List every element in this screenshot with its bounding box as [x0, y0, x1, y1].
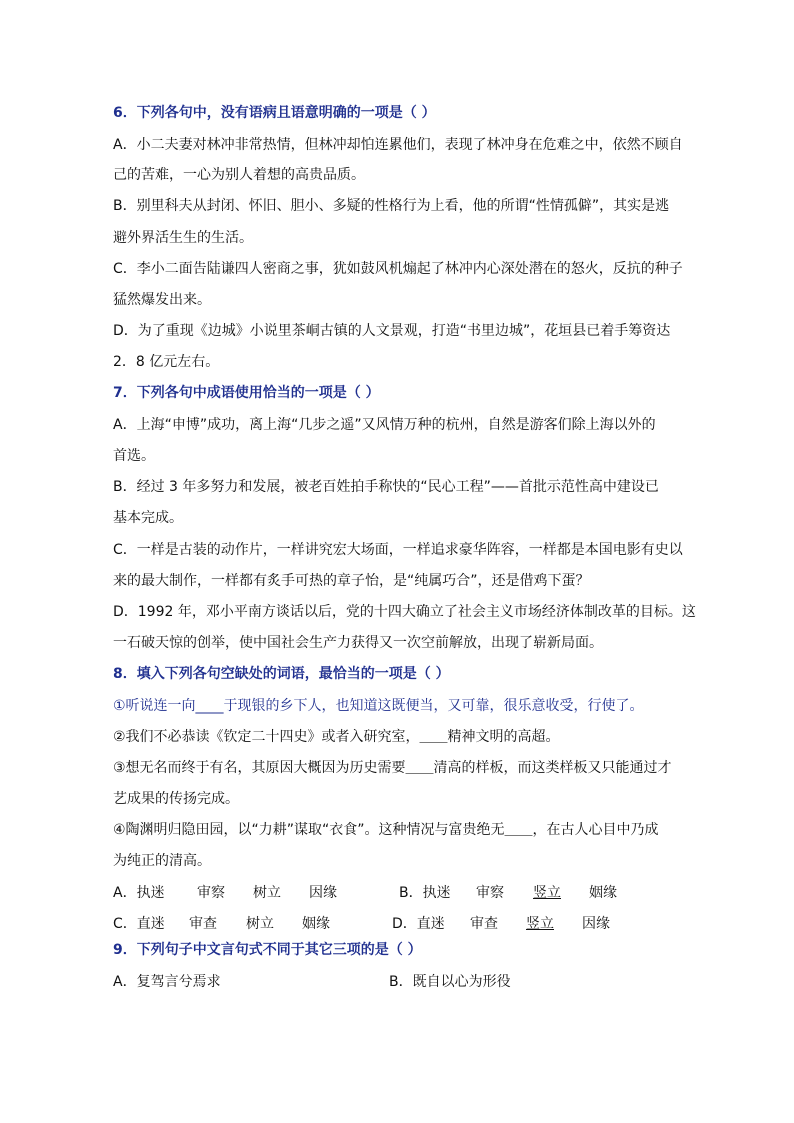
- q7-option-d-line1: D．1992 年，邓小平南方谈话以后，党的十四大确立了社会主义市场经济体制改革的目标。这: [113, 604, 696, 620]
- q8-sentence-4-line1: ④陶渊明归隐田园，以“力耕”谋取“衣食”。这种情况与富贵绝无＿＿，在古人心目中乃成: [113, 822, 659, 838]
- q8-choice-b-word4: 姻缘: [589, 885, 617, 901]
- q6-option-b-line1: B．别里科夫从封闭、怀旧、胆小、多疑的性格行为上看，他的所谓“性情孤僻”，其实是逃: [113, 198, 670, 214]
- q8-choice-a-word4: 因缘: [309, 885, 337, 901]
- q8-choice-b-word2: 审察: [476, 885, 504, 901]
- q8-choice-a-word2: 审察: [197, 885, 225, 901]
- q8-choice-c-word4: 姻缘: [302, 916, 330, 932]
- q7-option-a-line1: A．上海“申博”成功，离上海“几步之遥”又风情万种的杭州，自然是游客们除上海以外的: [113, 417, 656, 433]
- q8-choice-d-word3: 竖立: [526, 916, 554, 932]
- q8-choice-d-word4: 因缘: [582, 916, 610, 932]
- q8-sentence-1: ①听说连一向____于现银的乡下人，也知道这既便当，又可靠，很乐意收受，行使了。: [113, 698, 644, 714]
- q8-sentence-4-line2: 为纯正的清高。: [113, 853, 211, 869]
- question-6-title: 6．下列各句中，没有语病且语意明确的一项是（ ）: [113, 105, 436, 121]
- question-9-title: 9．下列句子中文言句式不同于其它三项的是（ ）: [113, 942, 422, 958]
- q8-choice-b-word3: 竖立: [533, 885, 561, 901]
- q8-choice-c-label: C．直迷: [113, 916, 165, 932]
- q9-option-b: B．既自以心为形役: [389, 974, 511, 990]
- question-8-title: 8．填入下列各句空缺处的词语，最恰当的一项是（ ）: [113, 666, 450, 682]
- q6-option-a-line2: 己的苦难，一心为别人着想的高贵品质。: [113, 167, 365, 183]
- q6-option-d-line1: D．为了重现《边城》小说里茶峒古镇的人文景观，打造“书里边城”，花垣县已着手筹资达: [113, 323, 671, 339]
- q8-choice-a-label: A．执迷: [113, 885, 165, 901]
- q7-option-b-line2: 基本完成。: [113, 510, 183, 526]
- q7-option-b-line1: B．经过 3 年多努力和发展，被老百姓拍手称快的“民心工程”——首批示范性高中建设已: [113, 479, 659, 495]
- q8-choice-b-label: B．执迷: [399, 885, 451, 901]
- q8-choice-c-word3: 树立: [246, 916, 274, 932]
- question-7-title: 7．下列各句中成语使用恰当的一项是（ ）: [113, 385, 380, 401]
- q6-option-b-line2: 避外界活生生的生活。: [113, 230, 253, 246]
- q9-option-a: A．复驾言兮焉求: [113, 974, 221, 990]
- q6-option-d-line2: 2．8 亿元左右。: [113, 354, 220, 370]
- q8-choice-c-word2: 审查: [189, 916, 217, 932]
- q8-sentence-2: ②我们不必恭读《钦定二十四史》或者入研究室，＿＿精神文明的高超。: [113, 729, 560, 745]
- q7-option-c-line1: C．一样是古装的动作片，一样讲究宏大场面，一样追求豪华阵容，一样都是本国电影有史以: [113, 542, 683, 558]
- q7-option-c-line2: 来的最大制作，一样都有炙手可热的章子怡，是“纯属巧合”，还是借鸡下蛋？: [113, 573, 590, 589]
- q6-option-c-line2: 猛然爆发出来。: [113, 292, 211, 308]
- q8-sentence-3-line2: 艺成果的传扬完成。: [113, 791, 239, 807]
- q7-option-d-line2: 一石破天惊的创举，使中国社会生产力获得又一次空前解放，出现了崭新局面。: [113, 635, 603, 651]
- q6-option-a-line1: A．小二夫妻对林冲非常热情，但林冲却怕连累他们，表现了林冲身在危难之中，依然不顾自: [113, 137, 683, 153]
- q8-sentence-3-line1: ③想无名而终于有名，其原因大概因为历史需要＿＿清高的样板，而这类样板又只能通过才: [113, 760, 672, 776]
- q8-choice-a-word3: 树立: [253, 885, 281, 901]
- q8-choice-d-label: D．直迷: [392, 916, 445, 932]
- q6-option-c-line1: C．李小二面告陆谦四人密商之事，犹如鼓风机煽起了林冲内心深处潜在的怒火，反抗的种子: [113, 261, 683, 277]
- q8-choice-d-word2: 审查: [470, 916, 498, 932]
- q7-option-a-line2: 首选。: [113, 448, 155, 464]
